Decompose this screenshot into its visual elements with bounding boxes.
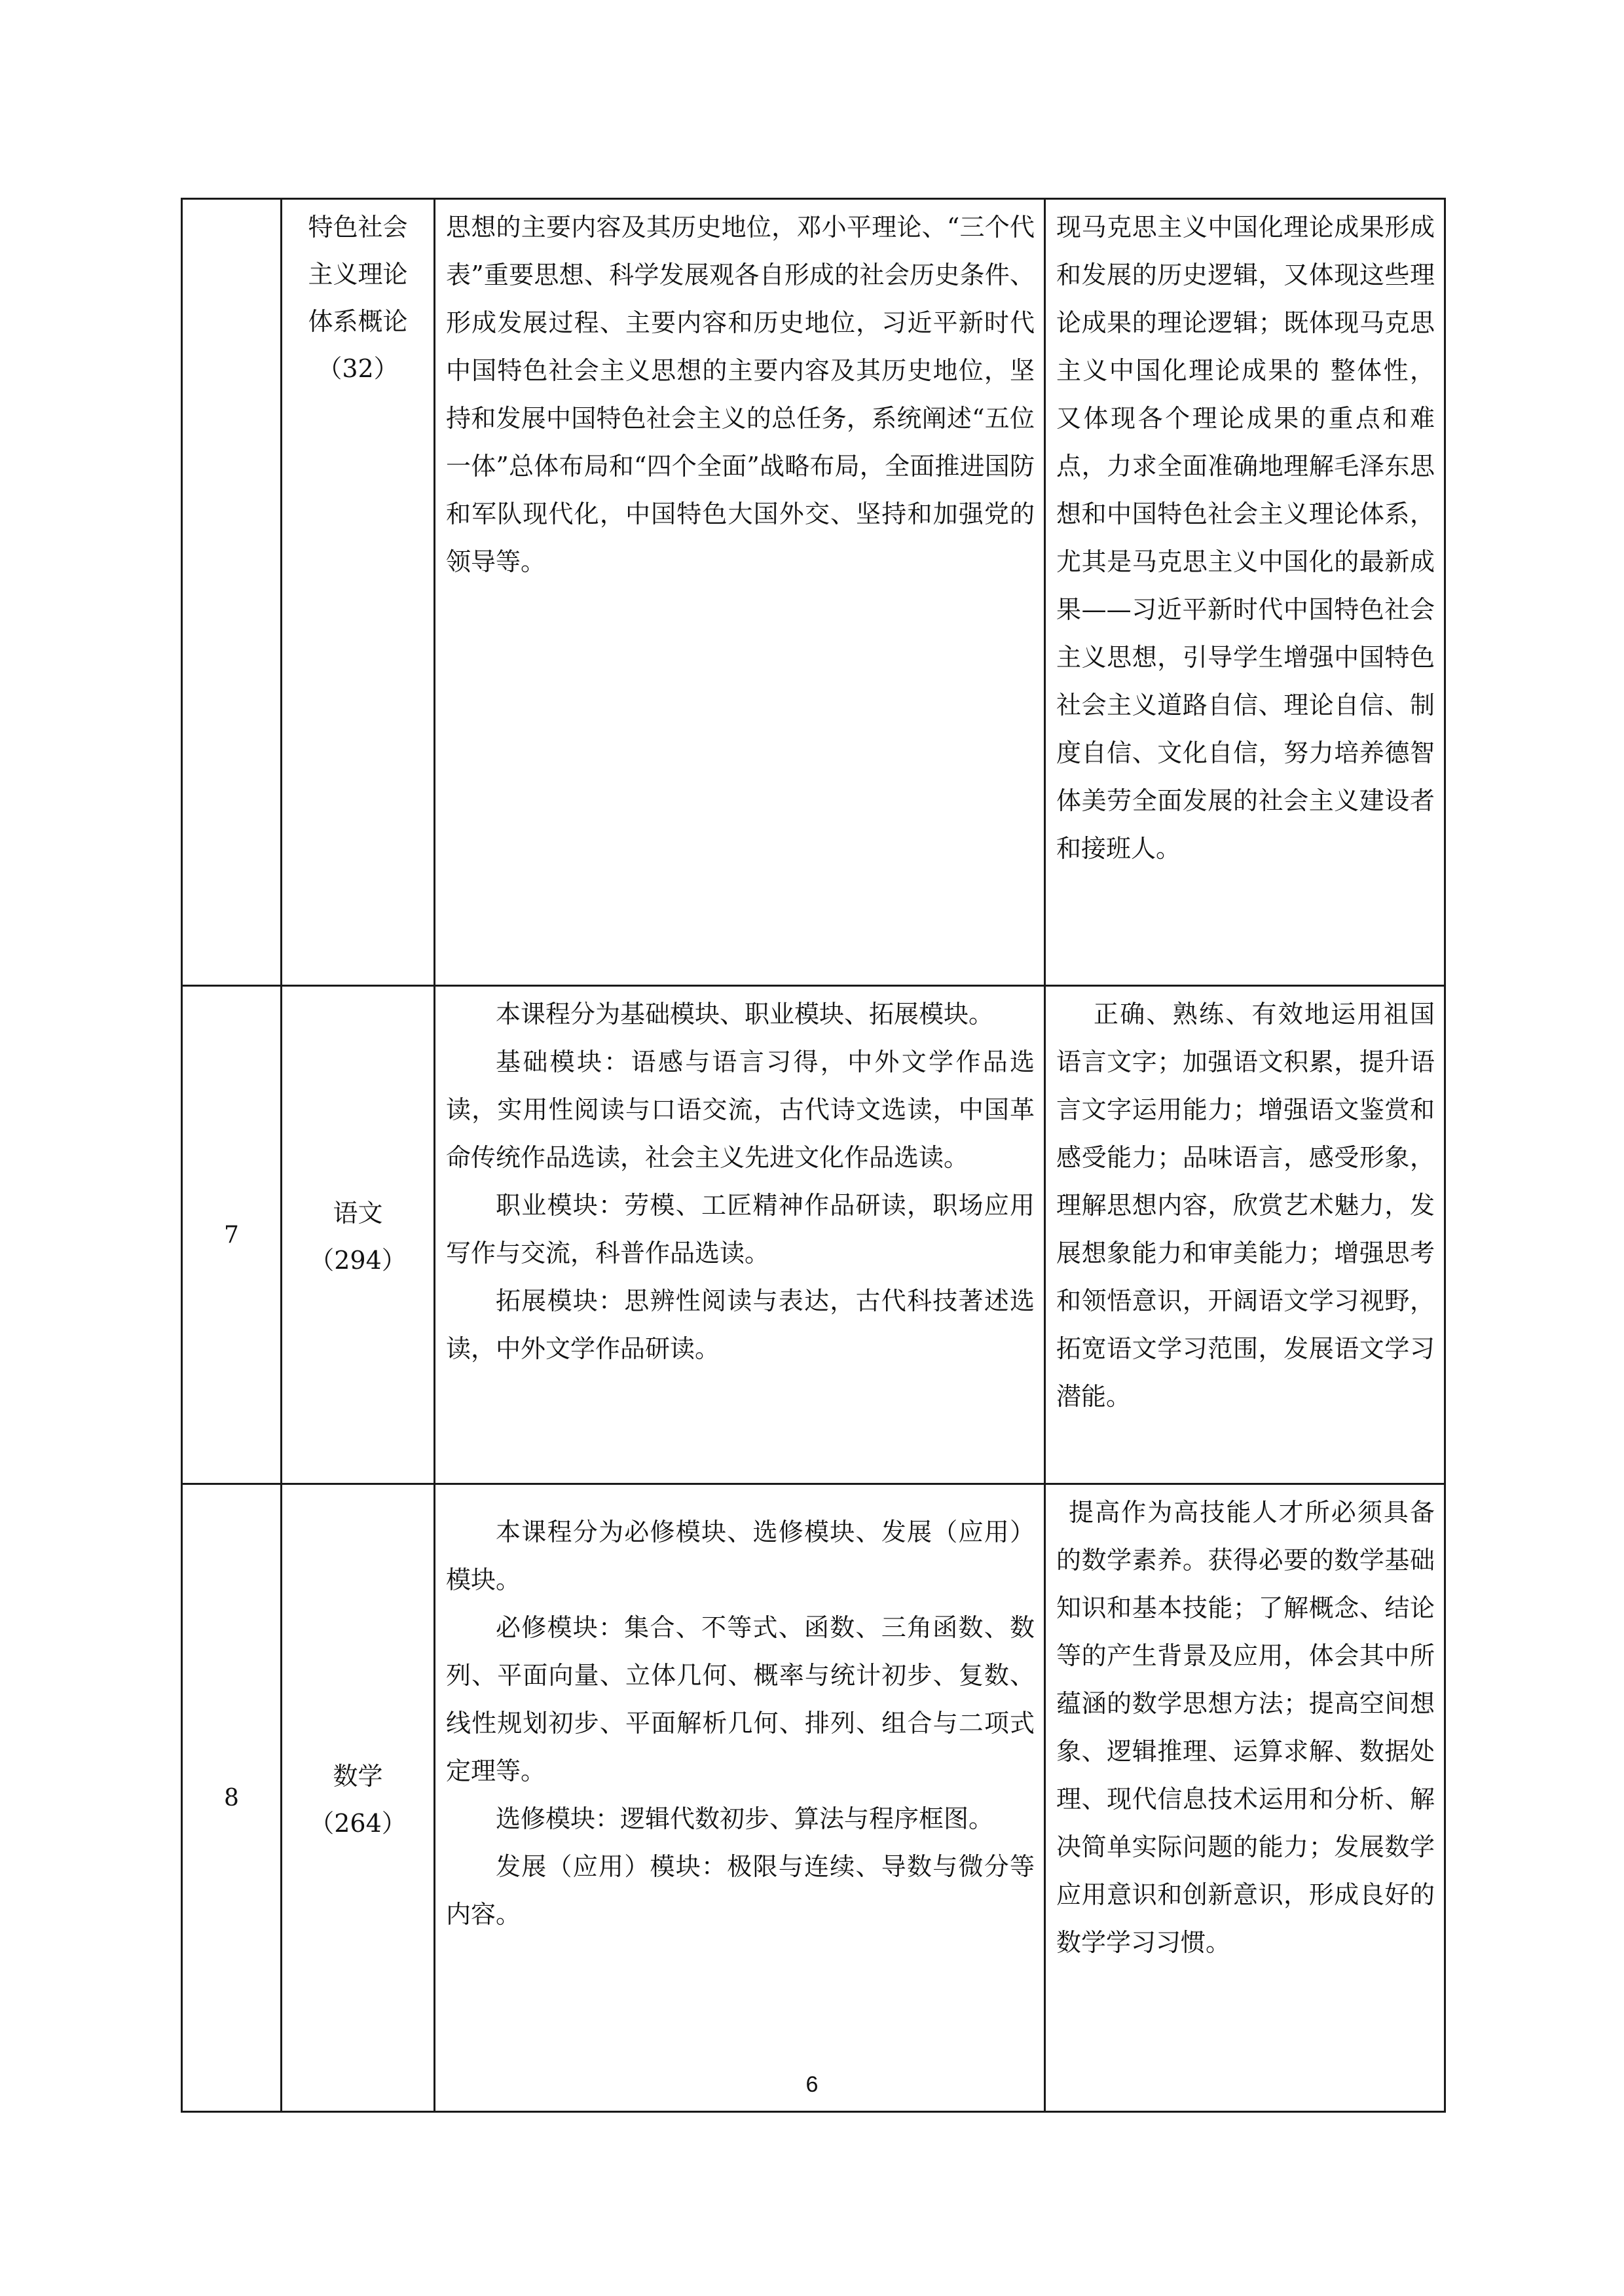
course-number: 8: [182, 1484, 282, 2112]
page-number: 6: [805, 2072, 819, 2097]
table-row: [182, 1484, 1445, 2112]
content-paragraph: 发展（应用）模块：极限与连续、导数与微分等内容。: [446, 1852, 1035, 1929]
goal-paragraph: 正确、熟练、有效地运用祖国语言文字；加强语文积累，提升语言文字运用能力；增强语文鉴赏和感受能力；品味语言，感受形象，理解思想内容，欣赏艺术魅力，发展想象能力和审美能力；增强思考和领悟意识，开阔语文学习视野，拓宽语文学习范围，发展语文学习潜能。: [1056, 1000, 1435, 1411]
content-paragraph: 拓展模块：思辨性阅读与表达，古代科技著述选读，中外文学作品研读。: [446, 1286, 1035, 1363]
course-content: [435, 986, 1045, 1484]
goal-paragraph: 现马克思主义中国化理论成果形成和发展的历史逻辑，又体现这些理论成果的理论逻辑；既体现马克思主义中国化理论成果的 整体性，又体现各个理论成果的重点和难点，力求全面准确地理解毛泽东思想和中国特色社会主义理论体系，尤其是马克思主义中国化的最新成果——习近平新时代中国特色社会主义思想，引导学生增强中国特色社会主义道路自信、理论自信、制度自信、文化自信，努力培养德智体美劳全面发展的社会主义建设者和接班人。: [1056, 213, 1435, 863]
course-name-line: 特色社会: [308, 213, 408, 242]
content-paragraph: 职业模块：劳模、工匠精神作品研读，职场应用写作与交流，科普作品选读。: [446, 1191, 1035, 1267]
content-paragraph: 基础模块：语感与语言习得，中外文学作品选读，实用性阅读与口语交流，古代诗文选读，中国革命传统作品选读，社会主义先进文化作品选读。: [446, 1048, 1035, 1172]
course-goals: [1045, 986, 1445, 1484]
course-name-line: 数学: [333, 1762, 383, 1791]
course-table: [181, 198, 1446, 2113]
table-row: [182, 199, 1445, 986]
course-number: 7: [182, 986, 282, 1484]
course-content: [435, 1484, 1045, 2112]
content-paragraph: 本课程分为基础模块、职业模块、拓展模块。: [496, 1000, 994, 1029]
course-name-line: 体系概论: [308, 307, 408, 336]
course-number: [182, 199, 282, 986]
course-hours: （294）: [309, 1246, 407, 1275]
course-goals: [1045, 199, 1445, 986]
content-paragraph: 必修模块：集合、不等式、函数、三角函数、数列、平面向量、立体几何、概率与统计初步、复数、线性规划初步、平面解析几何、排列、组合与二项式定理等。: [446, 1613, 1035, 1785]
table-row: [182, 986, 1445, 1484]
course-name-cell: [282, 199, 435, 986]
course-name-cell: [282, 1484, 435, 2112]
course-goals: [1045, 1484, 1445, 2112]
course-hours: （264）: [309, 1809, 407, 1838]
content-paragraph: 本课程分为必修模块、选修模块、发展（应用）模块。: [446, 1518, 1035, 1594]
goal-paragraph: 提高作为高技能人才所必须具备的数学素养。获得必要的数学基础知识和基本技能；了解概念、结论等的产生背景及应用，体会其中所蕴涵的数学思想方法；提高空间想象、逻辑推理、运算求解、数据处理、现代信息技术运用和分析、解决简单实际问题的能力；发展数学应用意识和创新意识，形成良好的数学学习习惯。: [1056, 1498, 1435, 1957]
course-name-line: 主义理论: [308, 260, 408, 289]
content-paragraph: 选修模块：逻辑代数初步、算法与程序框图。: [496, 1804, 994, 1833]
course-name-line: 语文: [333, 1199, 383, 1228]
content-paragraph: 思想的主要内容及其历史地位，邓小平理论、“三个代表”重要思想、科学发展观各自形成的社会历史条件、形成发展过程、主要内容和历史地位，习近平新时代中国特色社会主义思想的主要内容及其历史地位，坚持和发展中国特色社会主义的总任务，系统阐述“五位一体”总体布局和“四个全面”战略布局，全面推进国防和军队现代化，中国特色大国外交、坚持和加强党的领导等。: [446, 213, 1035, 576]
course-hours: （32）: [317, 354, 399, 383]
course-content: [435, 199, 1045, 986]
course-name-cell: [282, 986, 435, 1484]
